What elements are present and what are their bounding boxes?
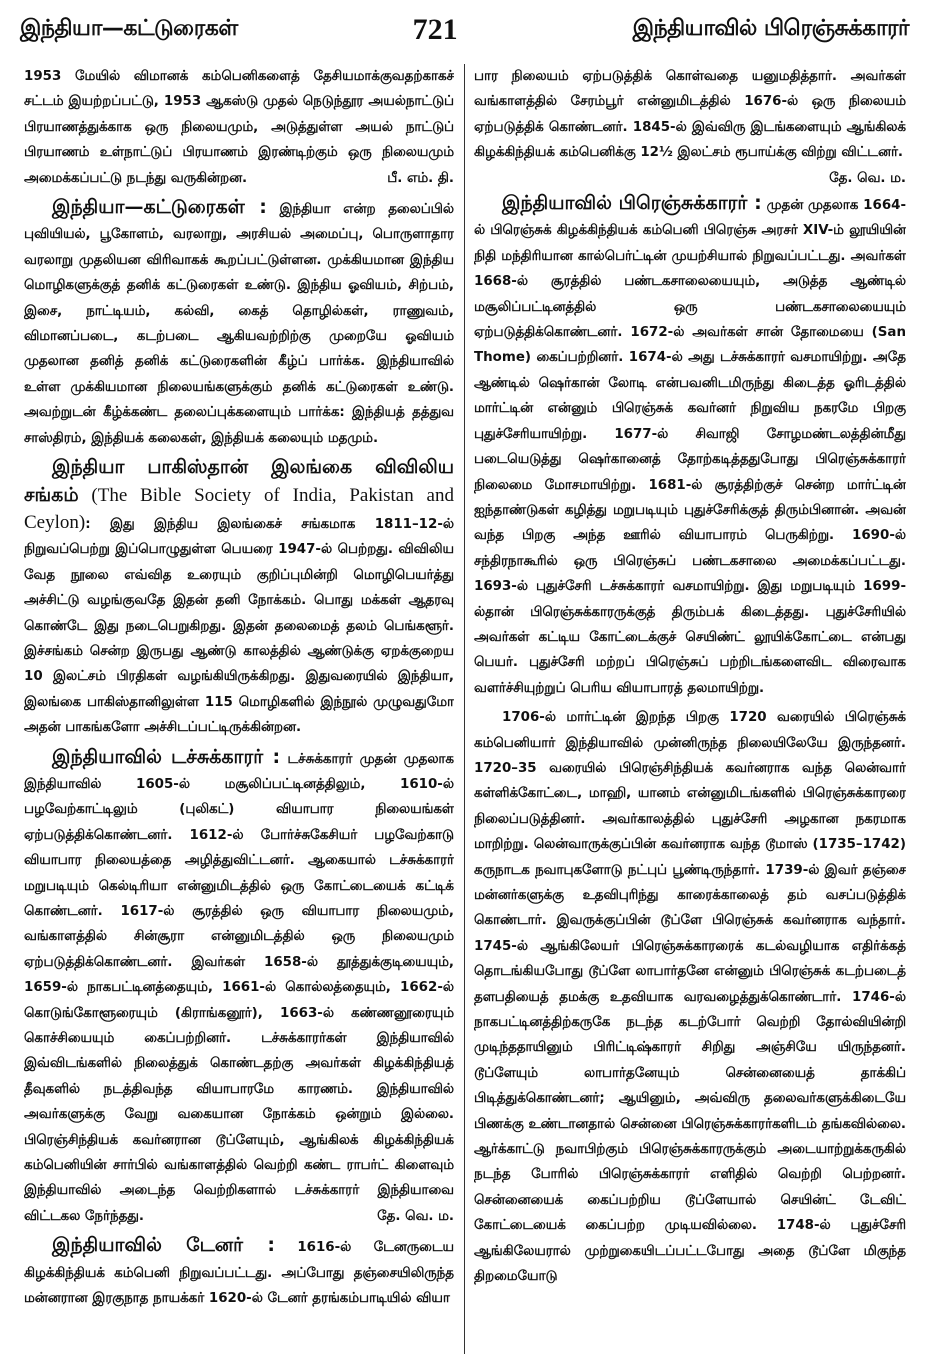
page-number: 721 <box>412 13 458 46</box>
article-airlines-end: 1953 மேயில் விமானக் கம்பெனிகளைத் தேசியமாக்குவதற்காகச் சட்டம் இயற்றப்பட்டு, 1953 ஆகஸ்டு முதல் நெடுந்தூர அயல்நாட்டுப் பிரயாணத்துக்காக ஒரு நிலையமும், அடுத்துள்ள அயல் நாட்டுப் பிரயாணம் உள்நாட்டுப் பிரயாணம் இரண்டிற்கும் ஒரு நிலையமும் அமைக்கப்பட்டு நடந்து வருகின்றன. பீ. எம். தி. <box>24 64 454 191</box>
entry-title: இந்தியாவில் டச்சுக்காரர் : <box>52 745 281 768</box>
running-head-left: இந்தியா—கட்டுரைகள் <box>20 16 238 41</box>
author-initials: பீ. எம். தி. <box>387 170 454 186</box>
article-french-in-india-p2: 1706-ல் மார்ட்டின் இறந்த பிறகு 1720 வரையில் பிரெஞ்சுக் கம்பெனியார் இந்தியாவில் முன்னிருந்த நிலையிலேயே இருந்தனர். 1720–35 வரையில் பிரெஞ்சிந்தியக் கவர்னராக வந்த லென்வார் கள்ளிக்கோட்டை, மாஹி, யானம் என்னுமிடங்களில் பிரெஞ்சுக்காரரை நிலைப்படுத்தினர். அவர்காலத்தில் புதுச்சேரி அழகான நகரமாக மாறிற்று. லென்வாருக்குப்பின் கவர்னராக வந்த டூமாஸ் (1735–1742) கருநாடக நவாபுகளோடு நட்புப் பூண்டிருந்தார். 1739-ல் இவர் தஞ்சை மன்னர்களுக்கு உதவிபுரிந்து காரைக்காலைத் தம் வசப்படுத்திக் கொண்டார். இவருக்குப்பின் டூப்ளே பிரெஞ்சுக் கவர்னராக வந்தார். 1745-ல் ஆங்கிலேயர் பிரெஞ்சுக்காரரைக் கடல்வழியாக எதிர்க்கத் தொடங்கியபோது டூப்ளே லாபார்தனே என்னும் பிரெஞ்சுக் கடற்படைத் தளபதியைத் தமக்கு உதவியாக வரவழைத்துக்கொண்டார். 1746-ல் நாகபட்டினத்திற்கருகே நடந்த கடற்போர் வெற்றி தோல்வியின்றி முடிந்ததாயினும் பிரிட்டிஷ்காரர் சிறிது அஞ்சியே யிருந்தனர். டூப்ளேயும் லாபார்தனேயும் சென்னையைத் தாக்கிப் பிடித்துக்கொண்டனர்; ஆயினும், அவ்விரு தலைவர்களுக்கிடையே பிணக்கு உண்டானதால் சென்னை பிரெஞ்சுக்காரர்களிடம் தங்கவில்லை. ஆர்க்காட்டு நவாபிற்கும் பிரெஞ்சுக்காரருக்கும் அடையாற்றுக்கருகில் நடந்த போரில் பிரெஞ்சுக்காரர் எளிதில் வெற்றி பெற்றனர். சென்னையைக் கைப்பற்றிய டூப்ளேயால் செயின்ட் டேவிட் கோட்டையைக் கைப்பற்ற முடியவில்லை. 1748-ல் புதுச்சேரி ஆங்கிலேயரால் முற்றுகையிடப்பட்டபோது அதை டூப்ளே மிகுந்த திறமையோடு <box>474 710 906 1285</box>
author-initials: தே. வெ. ம. <box>829 170 906 186</box>
left-column <box>24 64 454 1356</box>
author-initials: தே. வெ. ம. <box>377 1208 454 1224</box>
entry-title-english: (The Bible Society of India, Pakistan and Ceylon) <box>24 484 454 533</box>
entry-title: இந்தியாவில் பிரெஞ்சுக்காரர் : <box>502 192 762 215</box>
page-header <box>20 6 909 54</box>
entry-title: இந்தியாவில் டேனர் : <box>52 1234 275 1257</box>
article-bible-society: இந்தியா பாகிஸ்தான் இலங்கை விவிலிய சங்கம் (The Bible Society of India, Pakistan and Ceylon): இது இந்திய இலங்கைச் சங்கமாக 1811–12-ல் நிறுவப்பெற்று இப்பொழுதுள்ள பெயரை 1947-ல் பெற்றது. விவிலிய வேத நூலை எவ்வித உரையும் குறிப்புமின்றி மொழிபெயர்த்து அச்சிட்டு வழங்குவதே இதன் தனி நோக்கம். பொது மக்கள் ஆதரவு கொண்டே இது நடைபெறுகிறது. இதன் தலைமைத் தலம் பெங்களூர். இச்சங்கம் சென்ற இருபது ஆண்டு காலத்தில் ஆண்டுக்கு ஏறக்குறைய 10 இலட்சம் பிரதிகள் வழங்கியிருக்கிறது. இதுவரையில் இந்தியா, இலங்கை பாகிஸ்தானிலுள்ள 115 மொழிகளில் இந்நூல் முழுவதுமோ அதன் பாகங்களோ அச்சிடப்பட்டிருக்கின்றன. <box>24 456 454 736</box>
article-india-articles: இந்தியா—கட்டுரைகள் : இந்தியா என்ற தலைப்பில் புவியியல், பூகோளம், வரலாறு, அரசியல் அமைப்பு, பொருளாதார வரலாறு முதலியன விரிவாகக் கூறப்பட்டுள்ளன. முக்கியமான இந்திய மொழிகளுக்குத் தனிக் கட்டுரைகள் உண்டு. இந்திய ஓவியம், சிற்பம், இசை, நாட்டியம், கல்வி, கைத் தொழில்கள், ராணுவம், விமானப்படை, கடற்படை ஆகியவற்றிற்கு முறையே ஓவியம் முதலான தனித் தனிக் கட்டுரைகளின் கீழ்ப் பார்க்க. இந்தியாவில் உள்ள முக்கியமான நிலையங்களுக்கும் தனிக் கட்டுரைகள் உண்டு. அவற்றுடன் கீழ்க்கண்ட தலைப்புக்களையும் பார்க்க: இந்தியத் தத்துவ சாஸ்திரம், இந்தியக் கலைகள், இந்தியக் கலையும் மதமும். <box>24 196 454 446</box>
article-danes-in-india-cont: பார நிலையம் ஏற்படுத்திக் கொள்வதை யனுமதித்தார். அவர்கள் வங்காளத்தில் சேரம்பூர் என்னுமிடத்தில் 1676-ல் ஒரு நிலையம் ஏற்படுத்திக் கொண்டனர். 1845-ல் இவ்விரு இடங்களையும் ஆங்கிலக் கிழக்கிந்தியக் கம்பெனிக்கு 12½ இலட்சம் ரூபாய்க்கு விற்று விட்டனர். தே. வெ. ம. <box>474 64 906 166</box>
column-divider <box>464 64 465 1354</box>
article-danes-in-india: இந்தியாவில் டேனர் : 1616-ல் டேனருடைய கிழக்கிந்தியக் கம்பெனி நிறுவப்பட்டது. அப்போது தஞ்சையிலிருந்த மன்னரான இரகுநாத நாயக்கர் 1620-ல் டேனர் தரங்கம்பாடியில் வியா <box>24 1234 454 1307</box>
right-column <box>474 64 906 1356</box>
entry-title: இந்தியா பாகிஸ்தான் இலங்கை விவிலிய சங்கம் <box>24 456 454 506</box>
article-french-in-india: இந்தியாவில் பிரெஞ்சுக்காரர் : முதன் முதலாக 1664-ல் பிரெஞ்சுக் கிழக்கிந்தியக் கம்பெனி பிரெஞ்சு அரசர் XIV-ம் லூயியின் நிதி மந்திரியான கால்பெர்ட்டின் முயற்சியால் நிறுவப்பட்டது. அவர்கள் 1668-ல் சூரத்தில் பண்டகசாலையையும், அடுத்த ஆண்டில் மசூலிப்பட்டினத்தில் ஒரு பண்டகசாலையையும் ஏற்படுத்திக்கொண்டனர். 1672-ல் அவர்கள் சான் தோமையை (San Thome) கைப்பற்றினர். 1674-ல் அது டச்சுக்காரர் வசமாயிற்று. அதே ஆண்டில் ஷெர்கான் லோடி என்பவனிடமிருந்து கிடைத்த ஓரிடத்தில் மார்ட்டின் என்னும் பிரெஞ்சுக் கவர்னர் நிறுவிய நகரமே பிறகு புதுச்சேரியாயிற்று. 1677-ல் சிவாஜி சோழமண்டலத்தின்மீது படையெடுத்து ஷெர்கானைத் தோற்கடித்ததுபோது பிரெஞ்சுக்காரர் நிலைமை மோசமாயிற்று. 1681-ல் சூரத்திற்குச் சென்ற மார்ட்டின் ஐந்தாண்டுகள் கழித்து மறுபடியும் புதுச்சேரிக்குத் திரும்பினான். அவன் வந்த பிறகு அந்த ஊரில் வியாபாரம் பெருகிற்று. 1690-ல் சந்திரநாகூரில் ஒரு பிரெஞ்சுப் பண்டகசாலை அமைக்கப்பட்டது. 1693-ல் புதுச்சேரி டச்சுக்காரர் வசமாயிற்று. இது மறுபடியும் 1699-ல்தான் பிரெஞ்சுக்காரருக்குத் திரும்பக் கிடைத்தது. புதுச்சேரியில் அவர்கள் கட்டிய கோட்டைக்குச் செயிண்ட் லூயிக்கோட்டை என்பது பெயர். புதுச்சேரி மற்றப் பிரெஞ்சுப் பற்றிடங்களைவிட விரைவாக வளர்ச்சியுற்றுப் பெரிய வியாபாரத் தலமாயிற்று. <box>474 192 906 696</box>
entry-title: இந்தியா—கட்டுரைகள் : <box>52 196 267 219</box>
running-head-right: இந்தியாவில் பிரெஞ்சுக்காரர் <box>632 16 909 41</box>
article-dutch-in-india: இந்தியாவில் டச்சுக்காரர் : டச்சுக்காரர் முதன் முதலாக இந்தியாவில் 1605-ல் மசூலிப்பட்டினத்திலும், 1610-ல் பழவேற்காட்டிலும் (புலிகட்) வியாபார நிலையங்கள் ஏற்படுத்திக்கொண்டனர். 1612-ல் போர்ச்சுகேசியர் பழவேற்காடு வியாபார நிலையத்தை அழித்துவிட்டனர். ஆகையால் டச்சுக்காரர் மறுபடியும் கெல்டிரியா என்னுமிடத்தில் ஒரு கோட்டையைக் கட்டிக் கொண்டனர். 1617-ல் சூரத்தில் ஒரு வியாபார நிலையமும், வங்காளத்தில் சின்சூரா என்னுமிடத்தில் ஒரு நிலையமும் ஏற்படுத்திக்கொண்டனர். இவர்கள் 1658-ல் தூத்துக்குடியையும், 1659-ல் நாகபட்டினத்தையும், 1661-ல் கொல்லத்தையும், 1662-ல் கொடுங்கோளூரையும் (கிராங்கனூர்), 1663-ல் கண்ணனூரையும் கொச்சியையும் கைப்பற்றினர். டச்சுக்காரர்கள் இந்தியாவில் இவ்விடங்களில் நிலைத்துக் கொண்டதற்கு அவர்கள் கிழக்கிந்தியத் தீவுகளில் நடத்திவந்த வியாபாரமே காரணம். இந்தியாவில் அவர்களுக்கு வேறு வகையான நோக்கம் ஒன்றும் இல்லை. பிரெஞ்சிந்தியக் கவர்னரான டூப்ளேயும், ஆங்கிலக் கிழக்கிந்தியக் கம்பெனியின் சார்பில் வங்காளத்தில் வெற்றி கண்ட ராபர்ட் கிளைவும் இந்தியாவில் அடைந்த வெற்றிகளால் டச்சுக்காரர் இந்தியாவை விட்டகல நேர்ந்தது. தே. வெ. ம. <box>24 745 454 1230</box>
